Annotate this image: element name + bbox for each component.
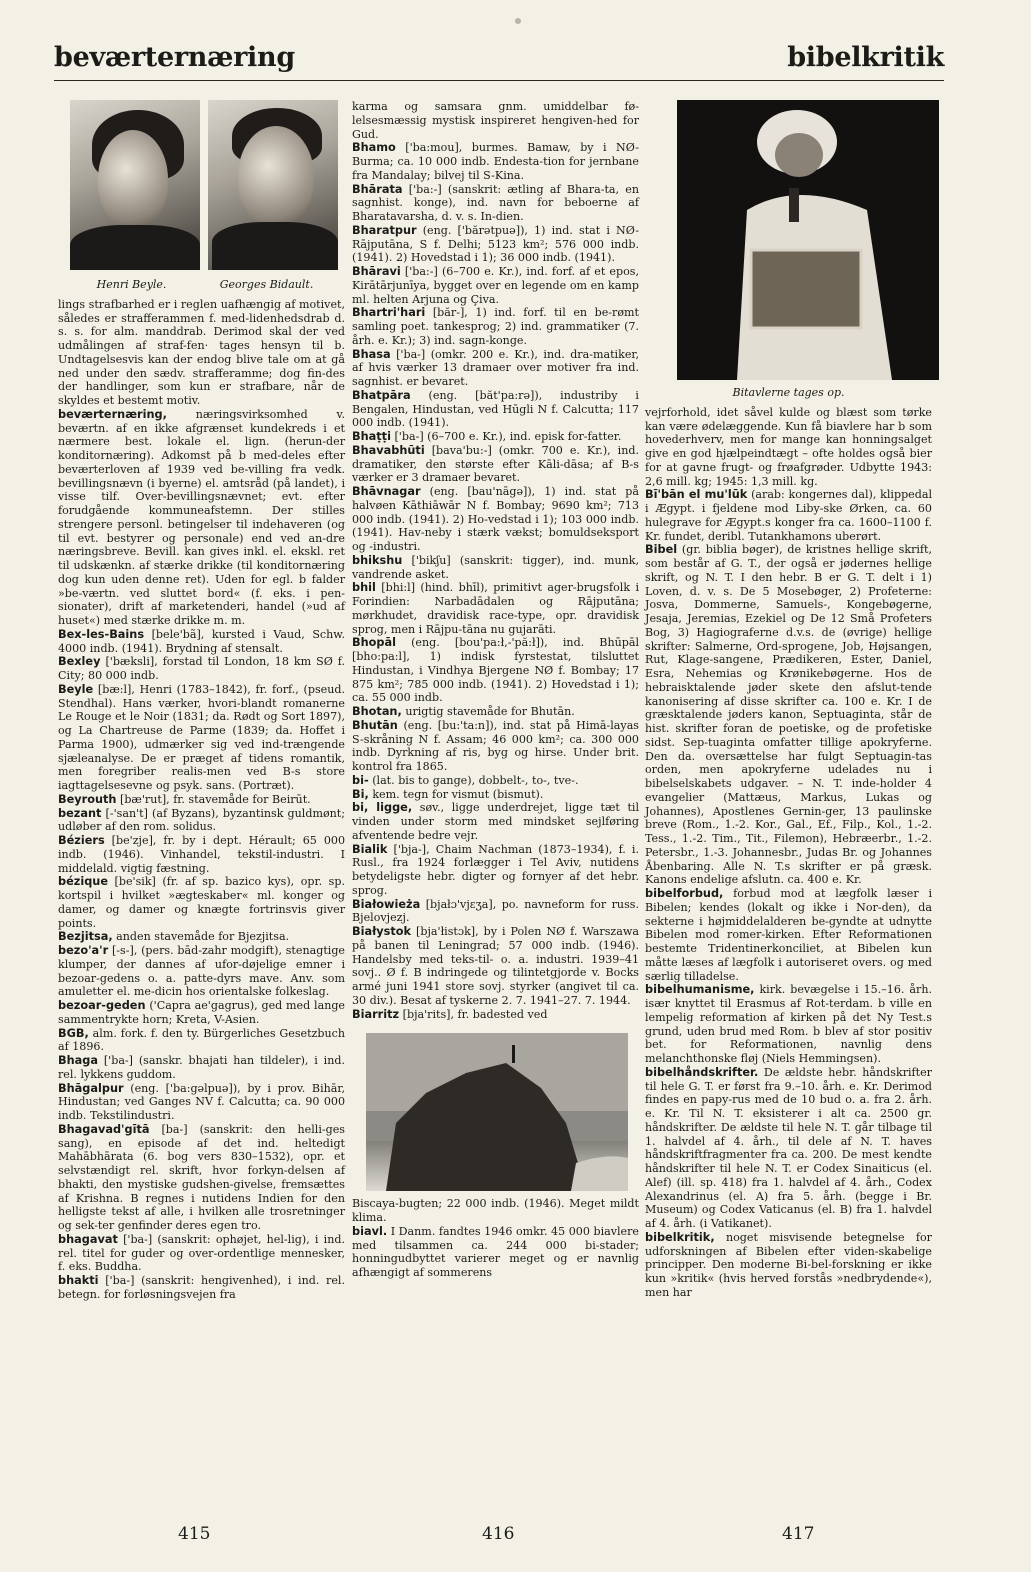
- dictionary-entry: [58, 875, 345, 930]
- entry-headword: Beyrouth: [58, 792, 117, 806]
- dictionary-entry: [352, 801, 639, 842]
- surf: [571, 1157, 628, 1192]
- running-head-left: beværternæring: [54, 42, 295, 73]
- dictionary-entry: [645, 488, 932, 543]
- entry-text: forbud mod at lægfolk læser i Bibelen; kendes (lokalt og ikke i Nor-den), da sekterne i højmiddelalderen be-gyndte at udnytte Bibelen mod romer-kirken. Efter Reformationen bestemte Tridentinerkonciliet, at Bibelen kun måtte læses af lægfolk i autoriseret overs. og med særlig tilladelse.: [645, 887, 932, 983]
- entry-headword: bhil: [352, 581, 376, 595]
- dictionary-entry: [352, 306, 639, 347]
- entry-headword: Bezjitsa,: [58, 930, 113, 944]
- entry-headword: Bex-les-Bains: [58, 627, 145, 641]
- dictionary-entry: [352, 636, 639, 705]
- dictionary-entry: [352, 183, 639, 224]
- dictionary-entry: [352, 348, 639, 389]
- entry-text: ['ba:-] (sanskrit: ætling af Bhara-ta, en sagnhist. konge), ind. navn for beboerne af Bharatavarsha, d. v. s. In-dien.: [352, 182, 640, 223]
- entry-headword: Biarritz: [352, 1007, 400, 1021]
- dictionary-entry: [58, 1123, 345, 1233]
- dictionary-entry: [58, 628, 345, 656]
- dictionary-entry: [352, 224, 639, 265]
- entry-text: ['bæksli], forstad til London, 18 km SØ f. City; 80 000 indb.: [58, 655, 345, 682]
- column-1: [58, 100, 345, 1302]
- entry-text: ['ba-] (sanskrit: hengivenhed), i ind. rel. betegn. for forløsningsvejen fra: [58, 1274, 345, 1301]
- photo-biarritz-rock: [366, 1033, 628, 1191]
- entry-headword: Bhutān: [352, 718, 398, 732]
- entries-column-1: [58, 298, 345, 1302]
- beekeeper-illustration: [677, 100, 939, 380]
- entry-text: (eng. ['bărətpuə]), 1) ind. stat i NØ-Rājputāna, S f. Delhi; 5123 km²; 576 000 indb. (1941). 2) Hovedstad i 1); 36 000 indb. (1941).: [352, 223, 639, 265]
- entry-headword: Bibel: [645, 543, 678, 557]
- dictionary-entry: [352, 898, 639, 926]
- entry-text: [-'san't] (af Byzans), byzantinsk guldmønt; udløber af den rom. solidus.: [58, 806, 345, 834]
- entry-text: ['ba-] (sanskr. bhajati han tildeler), i ind. rel. lykkens guddom.: [58, 1054, 345, 1081]
- dictionary-entry: [352, 485, 639, 554]
- entry-headword: Bharatpur: [352, 223, 417, 237]
- entry-text: [bava'bu:-] (omkr. 700 e. Kr.), ind. dramatiker, den største efter Kāli-dāsa; af B-s værker er 3 dramaer bevaret.: [352, 443, 639, 485]
- honeycomb-frame: [751, 250, 861, 328]
- entry-headword: beværternæring,: [58, 407, 167, 421]
- dictionary-entry: [58, 298, 345, 408]
- entry-text: [băr-], 1) ind. forf. til en be-rømt samling poet. tankesprog; 2) ind. grammatiker (7. årh. e. Kr.); 3) ind. sagn-konge.: [352, 306, 640, 347]
- entry-headword: bhagavat: [58, 1232, 118, 1246]
- caption-henri-beyle: Henri Beyle.: [96, 278, 167, 291]
- entry-text: kirk. bevægelse i 15.–16. årh. især knyttet til Erasmus af Rot-terdam. b ville en lempelig reformation af kirken på det Ny Test.s grund, uden brud med Rom. b blev af stor positiv bet. for Reformationen, navnlig dens melanchthonske fløj (Niels Hemmingsen).: [645, 983, 933, 1065]
- entry-text: ['bikʃu] (sanskrit: tigger), ind. munk, vandrende asket.: [352, 553, 639, 581]
- entry-headword: Bhavabhūti: [352, 443, 425, 457]
- dictionary-entry: [58, 1027, 345, 1055]
- entry-text: ['ba:mou], burmes. Bamaw, by i NØ-Burma; ca. 10 000 indb. Endesta-tion for jernbane fra Mandalay; bilvej til S-Kina.: [352, 141, 640, 182]
- dictionary-entry: [58, 793, 345, 807]
- entry-headword: bi, ligge,: [352, 801, 413, 815]
- dictionary-entry: [645, 887, 932, 983]
- dictionary-entry: [352, 925, 639, 1008]
- entry-text: [bæ'rut], fr. stavemåde for Beirūt.: [120, 792, 311, 806]
- entry-text: (eng. [băt'pa:rə]), industriby i Bengalen, Hindustan, ved Hūgli N f. Calcutta; 117 000 indb. (1941).: [352, 388, 639, 430]
- dictionary-entry: [58, 1082, 345, 1123]
- entry-text: ['ba-] (6–700 e. Kr.), ind. episk for-fatter.: [394, 430, 622, 443]
- column-3: [645, 100, 932, 1300]
- entry-headword: bibelkritik,: [645, 1230, 715, 1244]
- entry-headword: Bexley: [58, 655, 101, 669]
- entry-text: karma og samsara gnm. umiddelbar fø-lelsesmæssig mystisk inspireret hengiven-hed for Gud.: [352, 100, 639, 141]
- page-number-left: 415: [178, 1524, 211, 1544]
- dictionary-entry: [645, 1231, 932, 1300]
- dictionary-entry: [352, 141, 639, 182]
- dictionary-entry: [58, 408, 345, 628]
- dictionary-entry: [645, 983, 932, 1066]
- entry-headword: Bialik: [352, 842, 388, 856]
- column-2: [352, 100, 639, 1280]
- dictionary-entry: [352, 265, 639, 306]
- entry-text: kem. tegn for vismut (bismut).: [372, 787, 544, 801]
- face: [775, 133, 823, 177]
- dictionary-entry: [352, 554, 639, 582]
- dictionary-entry: [352, 1008, 639, 1022]
- entry-headword: Bi,: [352, 787, 369, 801]
- dictionary-entry: [352, 100, 639, 141]
- rock-illustration: [366, 1033, 628, 1191]
- portrait-row: [70, 100, 345, 270]
- entry-text: [be'zje], fr. by i dept. Hérault; 65 000 indb. (1946). Vinhandel, tekstil-industri. I middelald. vigtig fæstning.: [58, 834, 345, 875]
- page-header: [54, 36, 944, 81]
- entry-headword: Bhāravi: [352, 265, 401, 278]
- dictionary-entry: [352, 444, 639, 485]
- portrait-henri-beyle: [70, 100, 200, 270]
- entry-text: [bja'rits], fr. badested ved: [402, 1007, 548, 1021]
- entry-headword: bezoar-geden: [58, 999, 146, 1012]
- entry-text: I Danm. fandtes 1946 omkr. 45 000 biavlere med tilsammen ca. 244 000 bi-stader; honningudbyttet varierer meget og er navnlig afhængigt af sommerens: [352, 1224, 639, 1279]
- portrait-coat: [70, 225, 200, 270]
- dictionary-entry: [352, 774, 639, 788]
- dictionary-entry: [352, 705, 639, 719]
- entry-headword: bhakti: [58, 1274, 99, 1287]
- portrait-georges-bidault: [208, 100, 338, 270]
- entry-text: ['ba:-] (6–700 e. Kr.), ind. forf. af et epos, Kirātārjunīya, bygget over en legende om en kamp ml. helten Arjuna og Çiva.: [352, 265, 639, 306]
- dictionary-entry: [58, 1054, 345, 1082]
- entry-text: lings strafbarhed er i reglen uafhængig af motivet, således er strafferammen f. med-lidenhedsdrab d. s. s. for alm. manddrab. Derimod skal der ved udmålingen af straf-fen· tages hensyn til b. Undtagelsesvis kan der endog blive tale om at gå ned under den sædv. strafferamme; dog fin-des der handlinger, som kun er strafbare, når de skyldes et bestemt motiv.: [58, 297, 345, 407]
- dictionary-entry: [58, 655, 345, 683]
- entry-headword: BGB,: [58, 1026, 89, 1040]
- entry-text: ['ba-] (sanskrit: ophøjet, hel-lig), i ind. rel. titel for guder og over-ordentlige mennesker, f. eks. Buddha.: [58, 1232, 345, 1274]
- entry-headword: bibelhåndskrifter.: [645, 1065, 759, 1079]
- dictionary-entry: [58, 834, 345, 875]
- entry-headword: Bhaṭṭi: [352, 430, 391, 443]
- entry-text: ['ba-] (omkr. 200 e. Kr.), ind. dra-matiker, af hvis værker 13 dramaer over motiver fra ind. sagnhist. er bevaret.: [352, 347, 639, 388]
- entry-headword: Bhartri'hari: [352, 306, 426, 320]
- entry-headword: Bhāgalpur: [58, 1081, 124, 1095]
- entry-text: [bja'łistɔk], by i Polen NØ f. Warszawa på banen til Leningrad; 57 000 indb. (1946). Handelsby med teks-til- o. a. industri. 1939–41 sovj.. Ø f. B indringede og tilintetgjorde v. Bocks armé juni 1941 store sovj. styrker (angivet til ca. 30 div.). Besat af tyskerne 2. 7. 1941–27. 7. 1944.: [352, 925, 639, 1007]
- entry-text: [bjałɔ'vjɛʒa], po. navneform for russ. Bjelovjezj.: [352, 897, 639, 925]
- entry-text: (arab: kongernes dal), klippedal i Ægypt. i fjeldene mod Liby-ske Ørken, ca. 60 hulegrave for Ægypt.s konger fra ca. 1600–1100 f. Kr. fundet, deribl. Tutankhamons uberørt.: [645, 488, 932, 543]
- dictionary-entry: [58, 1233, 345, 1274]
- entry-text: vejrforhold, idet såvel kulde og blæst som tørke kan være ødelæggende. Kun få biavlere har b som hovederhverv, men for mange kan honningsalget give en god hjælpeindtægt – ofte holdes også bier for at gavne frugt- og frøafgrøder. Udbytte 1943: 2,6 mill. kg; 1945: 1,3 mill. kg.: [645, 405, 932, 488]
- entry-headword: Bhopāl: [352, 636, 396, 650]
- dictionary-entry: [58, 1274, 345, 1302]
- portrait-captions: [70, 274, 340, 298]
- entry-headword: Bhotan,: [352, 705, 402, 718]
- entries-column-3: [645, 406, 932, 1300]
- entry-headword: bibelforbud,: [645, 887, 724, 900]
- caption-beekeeper: Bitavlerne tages op.: [732, 386, 845, 399]
- entry-headword: Białystok: [352, 925, 412, 938]
- entry-text: (gr. biblia bøger), de kristnes hellige skrift, som består af G. T., der også er jødernes hellige skrift, og N. T. I den hebr. B er G. T. delt i 1) Loven, d. v. s. De 5 Mosebøger, 2) Profeterne: Josva, Dommerne, Samuels-, Kongebøgerne, Jesaja, Jeremias, Ezekiel og De 12 Små Profeters Bog, 3) Hagiograferne d.v.s. de (øvrige) hellige skrifter: Salmerne, Ord-sprogene, Job, Højsangen, Rut, Klage-sangene, Prædikeren, Ester, Daniel, Esra, Nehemias og Krønikebøgerne. Hos de hebraisktalende jøder skete den afslut-tende kanonisering af disse skrifter ca. 100 e. Kr. I de græsktalende jøders kanon, Septuaginta, står de hist. skrifter foran de poetiske, og de profetiske sidst. Sep-tuaginta omfatter tillige apokryferne. Den da. oversættelse har fulgt Septuagin-tas orden, men apokryferne udelades nu i bibelselskabets udgaver. – N. T. inde-holder 4 evangelier (Mattæus, Markus, Lukas og Johannes), Apostlenes Gernin-ger, 13 paulinske breve (Rom., 1.-2. Kor., Gal., Ef., Filp., Kol., 1.-2. Tess., 1.-2. Tim., Tit., Filemon), Hebræerbr., 1.-2. Petersbr., 1.-3. Johannesbr., Judas Br. og Johannes Åbenbaring. Alle N. T.s skrifter er på græsk. Kanons endelige afslutn. ca. 400 e. Kr.: [645, 543, 933, 887]
- entry-text: (eng. [bu:'ta:n]), ind. stat på Himā-layas S-skråning N f. Assam; 46 000 km²; ca. 300 000 indb. Dyrkning af ris, byg og hirse. Under brit. kontrol fra 1865.: [352, 718, 639, 773]
- entry-headword: Bhārata: [352, 182, 403, 196]
- portrait-coat: [212, 222, 338, 270]
- dictionary-entry: [58, 807, 345, 835]
- entry-headword: Bhasa: [352, 347, 391, 361]
- entry-headword: bezant: [58, 806, 102, 820]
- entry-headword: bézique: [58, 875, 108, 889]
- entry-text: [ba-] (sanskrit: den helli-ges sang), en episode af det ind. heltedigt Mahābhārata (6. bog vers 830–1532), opr. et selvstændigt rel. skrift, hvor forkyn-delsen af bhakti, den mystiske gudshen-givelse, fremsættes af Krishna. B regnes i nutidens Indien for den helligste tekst af alle, i hvilken alle trosretninger og sek-ter genfinder deres egen tro.: [58, 1122, 346, 1232]
- dictionary-entry: [352, 1197, 639, 1225]
- entry-text: [bhi:l] (hind. bhīl), primitivt ager-brugsfolk i Forindien: Narbadādalen og Rājputāna; mørkhudet, dravidisk race-type, opr. dravidisk sprog, men i Rājpu-tāna nu gujarāti.: [352, 581, 640, 636]
- entry-text: alm. fork. f. den ty. Bürgerliches Gesetzbuch af 1896.: [58, 1026, 346, 1054]
- dictionary-entry: [58, 944, 345, 999]
- page-number-right: 417: [782, 1524, 815, 1544]
- photo-beekeeper: [677, 100, 939, 380]
- dictionary-entry: [58, 930, 345, 944]
- portrait-face: [238, 126, 314, 226]
- entry-headword: Bhaga: [58, 1054, 98, 1067]
- dictionary-entry: [352, 1225, 639, 1280]
- entry-headword: bibelhumanisme,: [645, 983, 755, 997]
- entry-headword: Białowieża: [352, 897, 421, 911]
- entry-text: [be'sik] (fr. af sp. bazico kys), opr. sp. kortspil i hvilket »ægteskaber« ml. konger og damer, og damer og knægte fortrinsvis giver points.: [58, 875, 345, 930]
- figure-on-rock: [512, 1045, 515, 1063]
- entry-headword: Bhamo: [352, 141, 396, 155]
- entry-text: De ældste hebr. håndskrifter til hele G. T. er først fra 9.–10. årh. e. Kr. Derimod findes en papy-rus med de 10 bud o. a. fra 2. årh. e. Kr. Til N. T. eksisterer i alt ca. 2500 gr. håndskrifter. De ældste til hele N. T. går tilbage til 1. halvdel af 4. årh., til dele af N. T. haves håndskriftfragmenter fra ca. 200. De mest kendte håndskrifter til hele N. T. er Codex Sinaiticus (el. Alef) (ill. sp. 418) fra 1. halvdel af 4. årh., Codex Alexandrinus (el. A) fra 5. årh. (begge i Br. Museum) og Codex Vaticanus (el. B) fra 1. halvdel af 4. årh. (i Vatikanet).: [645, 1065, 932, 1230]
- dictionary-entry: [58, 683, 345, 793]
- entry-text: ('Capra ae'gagrus), ged med lange sammentrykte horn; Kreta, V-Asien.: [58, 999, 346, 1026]
- entry-text: ['bja-], Chaim Nachman (1873–1934), f. i. Rusl., fra 1924 forlægger i Tel Aviv, nutidens betydeligste hebr. digter og fornyer af det hebr. sprog.: [352, 842, 640, 897]
- entry-headword: bhikshu: [352, 553, 403, 567]
- entry-text: anden stavemåde for Bjezjitsa.: [116, 930, 290, 944]
- entry-text: næringsvirksomhed v. beværtn. af en ikke afgrænset kundekreds i et nærmere best. lokale el. lign. (herun-der konditornæring). Adkomst på b med-deles efter beværterloven af 1939 ved be-villing fra vedk. bevillingsnævn (i byerne) el. amtsråd (på landet), i visse tilf. Over-bevillingsnævnet; evt. efter forudgående kommuneafstemn. Der stilles strengere personl. betingelser til indehaveren (og til evt. bestyrer og personale) end ved an-dre næringsbreve. Bevill. kan gives inkl. el. ekskl. ret til udskænkn. af stærke drikke (til konditornæring dog kun uden denne ret). Uden for egl. b falder »be-værtn. ved sluttet bord« (f. eks. i pen-sionater), drift af marketenderi, handel (»ud af huset«) med stærke drikke m. m.: [58, 407, 345, 627]
- entries-column-2-after-photo: [352, 1197, 639, 1280]
- entry-headword: Bhagavad'gītā: [58, 1122, 150, 1136]
- dictionary-entry: [352, 581, 639, 636]
- dictionary-entry: [352, 843, 639, 898]
- entry-text: noget misvisende betegnelse for udforskningen af Bibelen efter viden-skabelige principper. Den moderne Bi-bel-forskning er ikke kun »kritik« (hvis herved forstås »nedbrydende«), men har: [645, 1230, 932, 1299]
- entry-text: [bæ:l], Henri (1783–1842), fr. forf., (pseud. Stendhal). Hans værker, hvori-blandt romanerne Le Rouge et le Noir (1831; da. Rødt og Sort 1897), og La Chartreuse de Parme (1839; da. Hoffet i Parma 1900), udmærker sig ved ind-trængende sjæleanalyse. De er præget af tidens romantik, men foregriber realis-men ved B-s store iagttagelsesevne og psyk. sans. (Portræt).: [58, 682, 345, 792]
- entry-text: søv., ligge underdrejet, ligge tæt til vinden under storm med mindsket sejlføring afventende bedre vejr.: [352, 801, 639, 842]
- dictionary-entry: [645, 406, 932, 489]
- entry-text: [-s-], (pers. bād-zahr modgift), stenagtige klumper, der dannes af ufor-døjelige emner i bezoar-gedens o. a. patte-dyrs mave. Anv. som amuletter el. me-dicin hos orientalske folkeslag.: [58, 944, 345, 999]
- caption-georges-bidault: Georges Bidault.: [219, 278, 314, 291]
- portrait-face: [98, 130, 168, 228]
- running-head-right: bibelkritik: [787, 42, 944, 73]
- entry-text: (eng. [bou'pa:ł,-'pă:ł]), ind. Bhūpāl [bho:pa:l], 1) indisk fyrstestat, tilsluttet Hindustan, i Vindhya Bjergene NØ f. Bombay; 17 875 km²; 785 000 indb. (1941). 2) Hovedstad i 1); ca. 55 000 indb.: [352, 636, 640, 705]
- entry-headword: Bhatpāra: [352, 388, 411, 402]
- dictionary-entry: [352, 788, 639, 802]
- entry-text: (eng. ['ba:gəlpuə]), by i prov. Bihār, Hindustan; ved Ganges NV f. Calcutta; ca. 90 000 indb. Tekstilindustri.: [58, 1081, 345, 1122]
- entry-text: Biscaya-bugten; 22 000 indb. (1946). Meget mildt klima.: [352, 1197, 639, 1224]
- dictionary-entry: [58, 999, 345, 1027]
- entry-headword: Bī'bān el mu'lūk: [645, 488, 748, 502]
- dictionary-entry: [352, 389, 639, 430]
- entry-text: [bele'bã], kursted i Vaud, Schw. 4000 indb. (1941). Brydning af stensalt.: [58, 627, 345, 655]
- dictionary-entry: [352, 430, 639, 444]
- dictionary-entry: [645, 543, 932, 887]
- entry-text: urigtig stavemåde for Bhutān.: [405, 705, 575, 718]
- entry-headword: Bhāvnagar: [352, 485, 421, 498]
- page-number-center: 416: [482, 1524, 515, 1544]
- entry-headword: Beyle: [58, 682, 94, 696]
- print-mark: [515, 18, 521, 24]
- entry-text: (eng. [bau'nāgə]), 1) ind. stat på halvøen Kāthiāwār N f. Bombay; 9690 km²; 713 000 indb. (1941). 2) Ho-vedstad i 1); 103 000 indb. (1941). Hav-neby i stærk vækst; bomuldseksport og -industri.: [352, 485, 639, 553]
- entry-headword: biavl.: [352, 1224, 388, 1238]
- entry-headword: bi-: [352, 773, 369, 787]
- smoker: [789, 188, 799, 222]
- entries-column-2: [352, 100, 639, 1021]
- entry-headword: Béziers: [58, 834, 105, 847]
- entry-headword: bezo'a'r: [58, 944, 109, 957]
- dictionary-entry: [645, 1066, 932, 1231]
- entry-text: (lat. bis to gange), dobbelt-, to-, tve-.: [372, 773, 579, 787]
- dictionary-entry: [352, 719, 639, 774]
